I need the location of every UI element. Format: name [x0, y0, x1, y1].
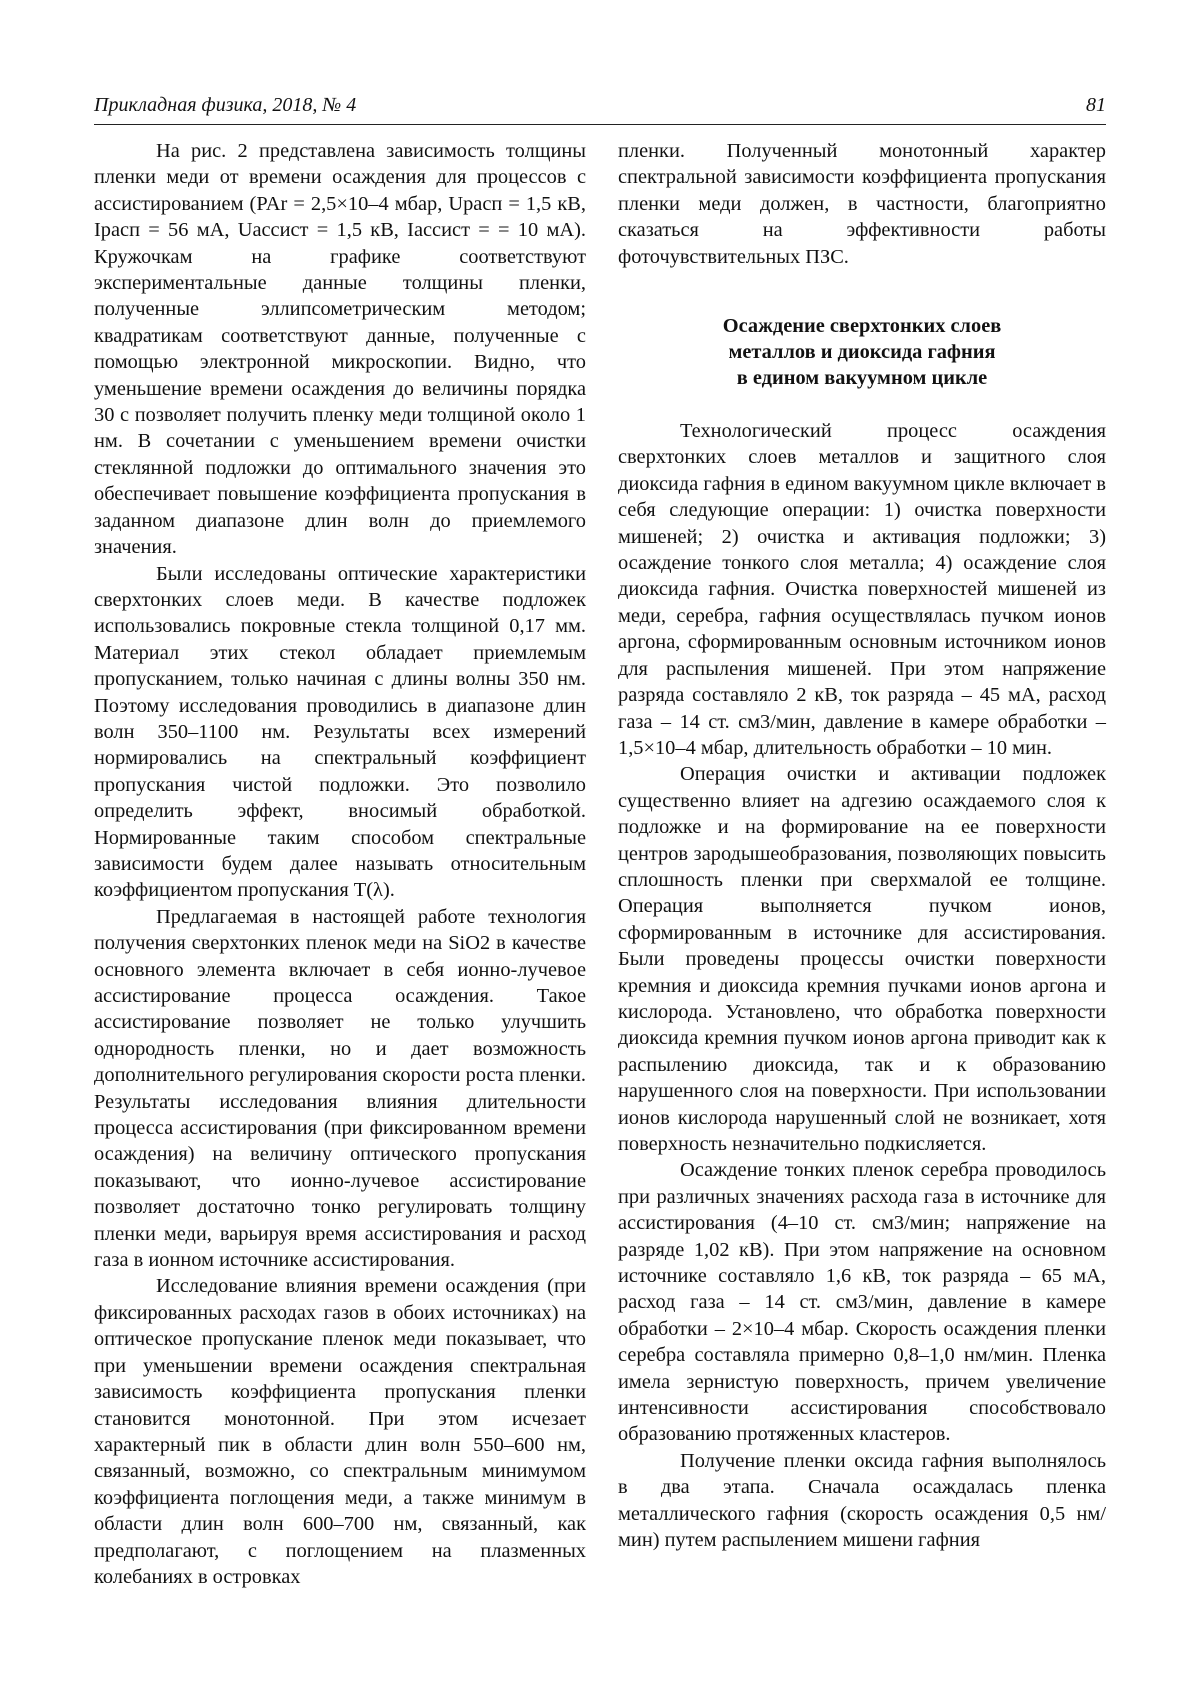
- right-column: [618, 138, 1106, 1554]
- section-heading-line: в едином вакуумном цикле: [736, 367, 988, 390]
- paragraph-hafnium-oxide: Получение пленки оксида гафния выполнялось в два этапа. Сначала осаждалась пленка металлического гафния (скорость осаждения 0,5 нм/мин) путем распылением мишени гафния: [618, 1449, 1106, 1552]
- paragraph-silver-deposition: Осаждение тонких пленок серебра проводилось при различных значениях расхода газа в источнике для ассистирования (4–10 ст. см3/мин; напряжение на разряде 1,02 кВ). При этом напряжение на основном источнике составляло 1,6 кВ, ток разряда – 65 мА, расход газа – 14 ст. см3/мин, давление в камере обработки – 2×10–4 мбар. Скорость осаждения пленки серебра составляла примерно 0,8–1,0 нм/мин. Пленка имела зернистую поверхность, причем увеличение интенсивности ассистирования способствовало образованию протяженных кластеров.: [618, 1159, 1106, 1446]
- page-number: 81: [1086, 94, 1106, 116]
- paragraph-process-steps: Технологический процесс осаждения сверхтонких слоев металлов и защитного слоя диоксида гафния в едином вакуумном цикле включает в себя следующие операции: 1) очистка поверхности мишеней; 2) очистка и активация подложки; 3) осаждение тонкого слоя металла; 4) осаждение слоя диоксида гафния. Очистка поверхностей мишеней из меди, серебра, гафния осуществлялась пучком ионов аргона, сформированным основным источником ионов для распыления мишеней. При этом напряжение разряда составляло 2 кВ, ток разряда – 45 мА, расход газа – 14 ст. см3/мин, давление в камере обработки – 1,5×10–4 мбар, длительность обработки – 10 мин.: [618, 420, 1106, 759]
- paragraph-deposition-time-study: Исследование влияния времени осаждения (при фиксированных расходах газов в обоих источниках) на оптическое пропускание пленок меди показывает, что при уменьшении времени осаждения спектральная зависимость коэффициента пропускания пленки становится монотонной. При этом исчезает характерный пик в области длин волн 550–600 нм, связанный, возможно, со спектральным минимумом коэффициента поглощения меди, а также минимум в области длин волн 600–700 нм, связанный, как предполагают, с поглощением на плазменных колебаниях в островках: [94, 1275, 586, 1588]
- left-column: [94, 138, 586, 1590]
- header-rule: [94, 124, 1106, 125]
- paragraph-ion-beam-assistance: Предлагаемая в настоящей работе технология получения сверхтонких пленок меди на SiO2 в качестве основного элемента включает в себя ионно-лучевое ассистирование процесса осаждения. Такое ассистирование позволяет не только улучшить однородность пленки, но и дает возможность дополнительного регулирования скорости роста пленки. Результаты исследования влияния длительности процесса ассистирования (при фиксированном времени осаждения) на величину оптического пропускания показывают, что ионно-лучевое ассистирование позволяет достаточно тонко регулировать толщину пленки меди, варьируя время ассистирования и расход газа в ионном источнике ассистирования.: [94, 905, 586, 1272]
- section-heading: [618, 313, 1106, 391]
- paragraph-thickness-vs-time: На рис. 2 представлена зависимость толщины пленки меди от времени осаждения для процессов с ассистированием (PAr = 2,5×10–4 мбар, Uрасп = 1,5 кВ, Iрасп = 56 мА, Uассист = 1,5 кВ, Iассист = = 10 мА). Кружочкам на графике соответствуют экспериментальные данные толщины пленки, полученные эллипсометрическим методом; квадратикам соответствуют данные, полученные с помощью электронной микроскопии. Видно, что уменьшение времени осаждения до величины порядка 30 с позволяет получить пленку меди толщиной около 1 нм. В сочетании с уменьшением времени очистки стеклянной подложки до оптимального значения это обеспечивает повышение коэффициента пропускания в заданном диапазоне длин волн до приемлемого значения.: [94, 140, 586, 559]
- paragraph-continuation: пленки. Полученный монотонный характер спектральной зависимости коэффициента пропускания пленки меди должен, в частности, благоприятно сказаться на эффективности работы фоточувствительных ПЗС.: [618, 140, 1106, 268]
- paragraph-substrate-cleaning: Операция очистки и активации подложек существенно влияет на адгезию осаждаемого слоя к подложке и на формирование на ее поверхности центров зародышеобразования, позволяющих повысить сплошность пленки при сверхмалой ее толщине. Операция выполняется пучком ионов, сформированным в источнике для ассистирования. Были проведены процессы очистки поверхности кремния и диоксида кремния пучками ионов аргона и кислорода. Установлено, что обработка поверхности диоксида кремния пучком ионов аргона приводит как к распылению диоксида, так и к образованию нарушенного слоя на поверхности. При использовании ионов кислорода нарушенный слой не возникает, хотя поверхность незначительно подкисляется.: [618, 763, 1106, 1155]
- paragraph-optical-characteristics: Были исследованы оптические характеристики сверхтонких слоев меди. В качестве подложек использовались покровные стекла толщиной 0,17 мм. Материал этих стекол обладает приемлемым пропусканием, только начиная с длины волны 350 нм. Поэтому исследования проводились в диапазоне длин волн 350–1100 нм. Результаты всех измерений нормировались на спектральный коэффициент пропускания чистой подложки. Это позволило определить эффект, вносимый обработкой. Нормированные таким способом спектральные зависимости будем далее называть относительным коэффициентом пропускания T(λ).: [94, 562, 586, 902]
- journal-citation: Прикладная физика, 2018, № 4: [94, 94, 357, 116]
- section-heading-line: металлов и диоксида гафния: [728, 341, 996, 364]
- section-heading-line: Осаждение сверхтонких слоев: [722, 315, 1002, 338]
- running-header: [94, 88, 1106, 118]
